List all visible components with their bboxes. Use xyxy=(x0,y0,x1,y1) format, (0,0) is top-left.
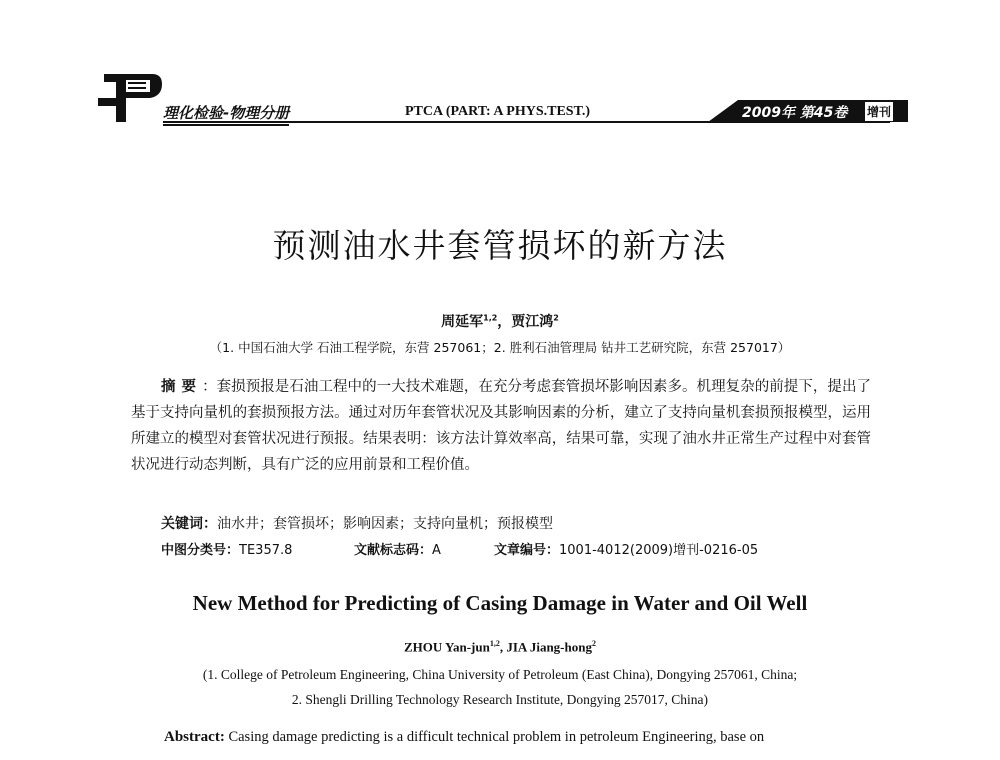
document-code xyxy=(354,539,441,558)
abstract-cn-text: 套损预报是石油工程中的一大技术难题，在充分考虑套管损坏影响因素多。机理复杂的前提下，提出了基于支持向量机的套损预报方法。通过对历年套管状况及其影响因素的分析，建立了支持向量机套损预报模型，运用所建立的模型对套管状况进行预报。结果表明：该方法计算效率高，结果可靠，实现了油水井正常生产过程中对套管状况进行动态判断，具有广泛的应用前景和工程价值。 xyxy=(131,379,872,473)
clc-value: TE357.8 xyxy=(239,543,293,558)
abstract-cn-label: 摘要 xyxy=(161,379,203,395)
abstract-en-text: Casing damage predicting is a difficult technical problem in petroleum Engineering, base on xyxy=(228,729,765,745)
affiliations-cn: （1. 中国石油大学 石油工程学院，东营 257061；2. 胜利石油管理局 钻井工艺研究院，东营 257017） xyxy=(209,340,791,355)
issue-year: 2009年 xyxy=(742,105,795,121)
authors-en xyxy=(0,639,1000,655)
issue-volume: 第45卷 xyxy=(799,105,848,121)
abstract-en xyxy=(131,724,871,750)
article-number-value: 1001-4012(2009)增刊-0216-05 xyxy=(559,543,759,558)
issue-supplement-badge: 增刊 xyxy=(864,101,894,122)
affiliation-line: 2. Shengli Drilling Technology Research Institute, Dongying 257017, China) xyxy=(291,692,709,707)
keywords-cn-text: 油水井；套管损坏；影响因素；支持向量机；预报模型 xyxy=(217,516,553,532)
keywords-cn-label: 关键词： xyxy=(161,516,217,532)
affiliations-en xyxy=(0,662,1000,712)
paper-title-en: New Method for Predicting of Casing Damage in Water and Oil Well xyxy=(192,591,808,615)
author-name: ZHOU Yan-jun xyxy=(404,639,490,655)
paper-title-cn: 预测油水井套管损坏的新方法 xyxy=(272,226,728,265)
author-affiliation-mark: 2 xyxy=(553,313,559,323)
authors-cn xyxy=(0,311,1000,331)
author-separator: ， xyxy=(497,314,512,330)
clc-number xyxy=(161,539,292,558)
journal-title-en: PTCA (PART: A PHYS.TEST.) xyxy=(405,104,591,119)
clc-label: 中图分类号： xyxy=(161,543,240,558)
author-name: JIA Jiang-hong xyxy=(506,639,592,655)
running-header xyxy=(0,0,1000,140)
author-affiliation-mark: 2 xyxy=(591,639,596,648)
author-affiliation-mark: 1,2 xyxy=(489,639,500,648)
article-number-label: 文章编号： xyxy=(494,543,560,558)
issue-info xyxy=(742,102,847,122)
affiliation-line: (1. College of Petroleum Engineering, China University of Petroleum (East China), Dongying 257061, China; xyxy=(202,667,798,682)
keywords-cn xyxy=(161,513,553,533)
journal-title-cn: 理化检验-物理分册 xyxy=(163,102,289,126)
author-affiliation-mark: 1,2 xyxy=(483,313,498,323)
document-code-label: 文献标志码： xyxy=(354,543,433,558)
author-separator: , xyxy=(499,639,507,655)
journal-logo-icon xyxy=(96,70,166,126)
author-name: 周延军 xyxy=(441,314,484,330)
abstract-en-label: Abstract: xyxy=(164,729,225,745)
document-code-value: A xyxy=(432,543,441,558)
author-name: 贾江鸿 xyxy=(511,314,554,330)
article-number xyxy=(494,539,758,558)
abstract-cn: 摘要：套损预报是石油工程中的一大技术难题，在充分考虑套管损坏影响因素多。机理复杂的前提下，提出了基于支持向量机的套损预报方法。通过对历年套管状况及其影响因素的分析，建立了支持向量机套损预报模型，运用所建立的模型对套管状况进行预报。结果表明：该方法计算效率高，结果可靠，实现了油水井正常生产过程中对套管状况进行动态判断，具有广泛的应用前景和工程价值。 xyxy=(131,379,872,473)
